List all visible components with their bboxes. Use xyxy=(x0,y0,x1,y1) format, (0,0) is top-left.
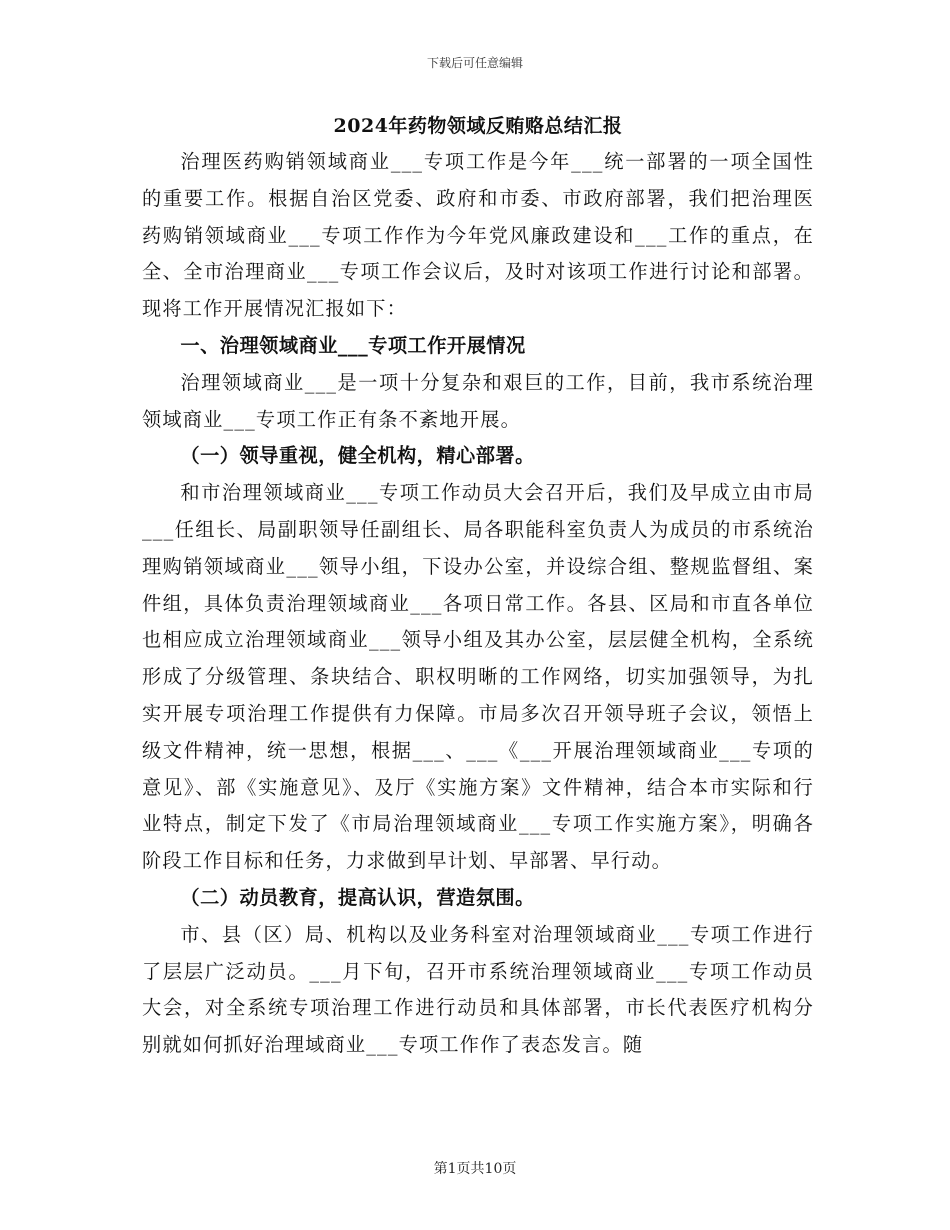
subsection-heading-2: （二）动员教育，提高认识，营造氛围。 xyxy=(180,885,535,909)
document-title: 2024年药物领域反贿赂总结汇报 xyxy=(333,115,623,137)
section-1-intro: 治理领域商业___是一项十分复杂和艰巨的工作，目前，我市系统治理领域商业___专项工作正有条不紊地开展。 xyxy=(142,370,814,431)
subsection-heading-1: （一）领导重视，健全机构，精心部署。 xyxy=(180,444,535,468)
header-note: 下载后可任意编辑 xyxy=(426,56,523,70)
subsection-2-body: 市、县（区）局、机构以及业务科室对治理领域商业___专项工作进行了层层广泛动员。___月下旬，召开市系统治理领域商业___专项工作动员大会，对全系统专项治理工作进行动员和具体部署，市长代表医疗机构分别就如何抓好治理域商业___专项工作作了表态发言。随 xyxy=(142,922,814,1057)
section-heading-1: 一、治理领域商业___专项工作开展情况 xyxy=(180,333,526,357)
document-body xyxy=(142,112,814,1064)
page-number: 第1页共10页 xyxy=(433,1161,517,1177)
intro-paragraph: 治理医药购销领域商业___专项工作是今年___统一部署的一项全国性的重要工作。根据自治区党委、政府和市委、市政府部署，我们把治理医药购销领域商业___专项工作作为今年党风廉政建设和___工作的重点，在全、全市治理商业___专项工作会议后，及时对该项工作进行讨论和部署。现将工作开展情况汇报如下： xyxy=(142,150,814,321)
subsection-1-body: 和市治理领域商业___专项工作动员大会召开后，我们及早成立由市局___任组长、局副职领导任副组长、局各职能科室负责人为成员的市系统治理购销领域商业___领导小组，下设办公室，并设综合组、整规监督组、案件组，具体负责治理领域商业___各项日常工作。各县、区局和市直各单位也相应成立治理领域商业___领导小组及其办公室，层层健全机构，全系统形成了分级管理、条块结合、职权明晰的工作网络，切实加强领导，为扎实开展专项治理工作提供有力保障。市局多次召开领导班子会议，领悟上级文件精神，统一思想，根据___、___《___开展治理领域商业___专项的意见》、部《实施意见》、及厅《实施方案》文件精神，结合本市实际和行业特点，制定下发了《市局治理领域商业___专项工作实施方案》，明确各阶段工作目标和任务，力求做到早计划、早部署、早行动。 xyxy=(142,481,814,873)
